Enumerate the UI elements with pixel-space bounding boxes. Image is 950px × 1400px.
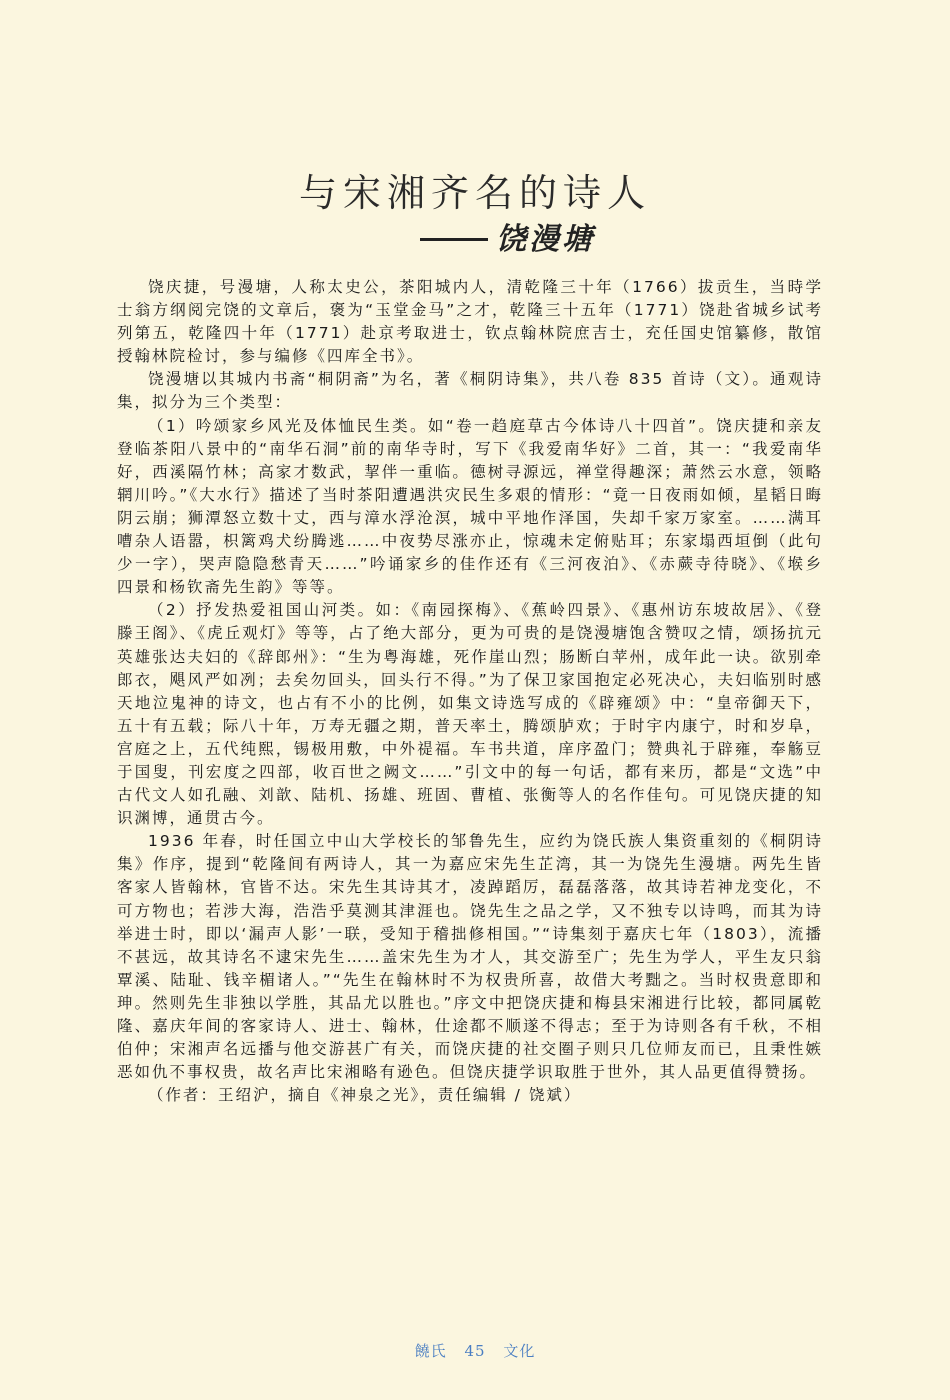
footer-section-name: 文化 — [503, 1342, 536, 1360]
article-subtitle — [420, 214, 595, 258]
subtitle-text: 饶漫塘 — [496, 222, 595, 257]
paragraph-5: 1936 年春，时任国立中山大学校长的邹鲁先生，应约为饶氏族人集资重刻的《桐阴诗集》作序，提到“乾隆间有两诗人，其一为嘉应宋先生芷湾，其一为饶先生漫塘。两先生皆客家人皆翰林，官皆不达。宋先生其诗其才，凌踔蹈厉，磊磊落落，故其诗若神龙变化，不可方物也；若涉大海，浩浩乎莫测其津涯也。饶先生之品之学，又不独专以诗鸣，而其为诗举进士时，即以‘漏声人影’一联，受知于稽拙修相国。”“诗集刻于嘉庆七年（1803），流播不甚远，故其诗名不逮宋先生……盖宋先生为才人，其交游至广；先生为学人，平生友只翁覃溪、陆耻、钱辛楣诸人。”“先生在翰林时不为权贵所喜，故借大考黜之。当时权贵意即和珅。然则先生非独以学胜，其品尤以胜也。”序文中把饶庆捷和梅县宋湘进行比较，都同属乾隆、嘉庆年间的客家诗人、进士、翰林，仕途都不顺遂不得志；至于为诗则各有千秋，不相伯仲；宋湘声名远播与他交游甚广有关，而饶庆捷的社交圈子则只几位师友而已，且秉性嫉恶如仇不事权贵，故名声比宋湘略有逊色。但饶庆捷学识取胜于世外，其人品更值得赞扬。 — [117, 832, 823, 1082]
page-footer — [0, 1340, 950, 1361]
footer-magazine-name: 饒氏 — [414, 1342, 447, 1360]
article-title: 与宋湘齐名的诗人 — [298, 171, 651, 215]
subtitle-dash — [420, 238, 488, 241]
paragraph-3: （1）吟颂家乡风光及体恤民生类。如“卷一趋庭草古今体诗八十四首”。饶庆捷和亲友登临茶阳八景中的“南华石洞”前的南华寺时，写下《我爱南华好》二首，其一：“我爱南华好，西溪隔竹林；高家才数武，挈伴一重临。德树寻源远，禅堂得趣深；萧然云水意，领略辋川吟。”《大水行》描述了当时茶阳遭遇洪灾民生多艰的情形：“竟一日夜雨如倾，星韬日晦阴云崩；狮潭怒立数十丈，西与漳水浮沧溟，城中平地作泽国，失却千家万家室。……满耳嘈杂人语嚣，枳篱鸡犬纷腾逃……中夜势尽涨亦止，惊魂未定俯贴耳；东家塌西垣倒（此句少一字），哭声隐隐愁青天……”吟诵家乡的佳作还有《三河夜泊》、《赤蕨寺待晓》、《堠乡四景和杨钦斋先生韵》等等。 — [117, 416, 823, 597]
article-credit: （作者：王绍沪，摘自《神泉之光》，责任编辑 / 饶斌） — [148, 1086, 582, 1105]
paragraph-2: 饶漫塘以其城内书斋“桐阴斋”为名，著《桐阴诗集》，共八卷 835 首诗（文）。通观诗集，拟分为三个类型： — [117, 370, 823, 412]
paragraph-1: 饶庆捷，号漫塘，人称太史公，茶阳城内人，清乾隆三十年（1766）拔贡生，当時学士翁方纲阅完饶的文章后，褒为“玉堂金马”之才，乾隆三十五年（1771）饶赴省城乡试考列第五，乾隆四十年（1771）赴京考取进士，钦点翰林院庶吉士，充任国史馆纂修，散馆授翰林院检讨，参与编修《四库全书》。 — [117, 278, 823, 366]
footer-page-number: 45 — [464, 1342, 486, 1360]
article-body — [117, 276, 823, 1107]
paragraph-4: （2）抒发热爱祖国山河类。如：《南园探梅》、《蕉岭四景》、《惠州访东坡故居》、《登滕王阁》、《虎丘观灯》等等，占了绝大部分，更为可贵的是饶漫塘饱含赞叹之情，颂扬抗元英雄张达夫妇的《辞郎州》：“生为粤海雄，死作崖山烈；肠断白苹州，成年此一诀。欲别牵郎衣，飓风严如冽；去矣勿回头，回头行不得。”为了保卫家国抱定必死决心，夫妇临别时感天地泣鬼神的诗文，也占有不小的比例，如集文诗选写成的《辟雍颂》中：“皇帝御天下，五十有五载；际八十年，万寿无疆之期，普天率土，腾颂胪欢；于时宇内康宁，时和岁阜，宫庭之上，五代纯熙，锡极用敷，中外禔福。车书共道，庠序盈门；赞典礼于辟雍，奉觞豆于国叟，刊宏度之四部，收百世之阙文……”引文中的每一句话，都有来历，都是“文选”中古代文人如孔融、刘歆、陆机、扬雄、班固、曹植、张衡等人的名作佳句。可见饶庆捷的知识渊博，通贯古今。 — [117, 601, 823, 828]
